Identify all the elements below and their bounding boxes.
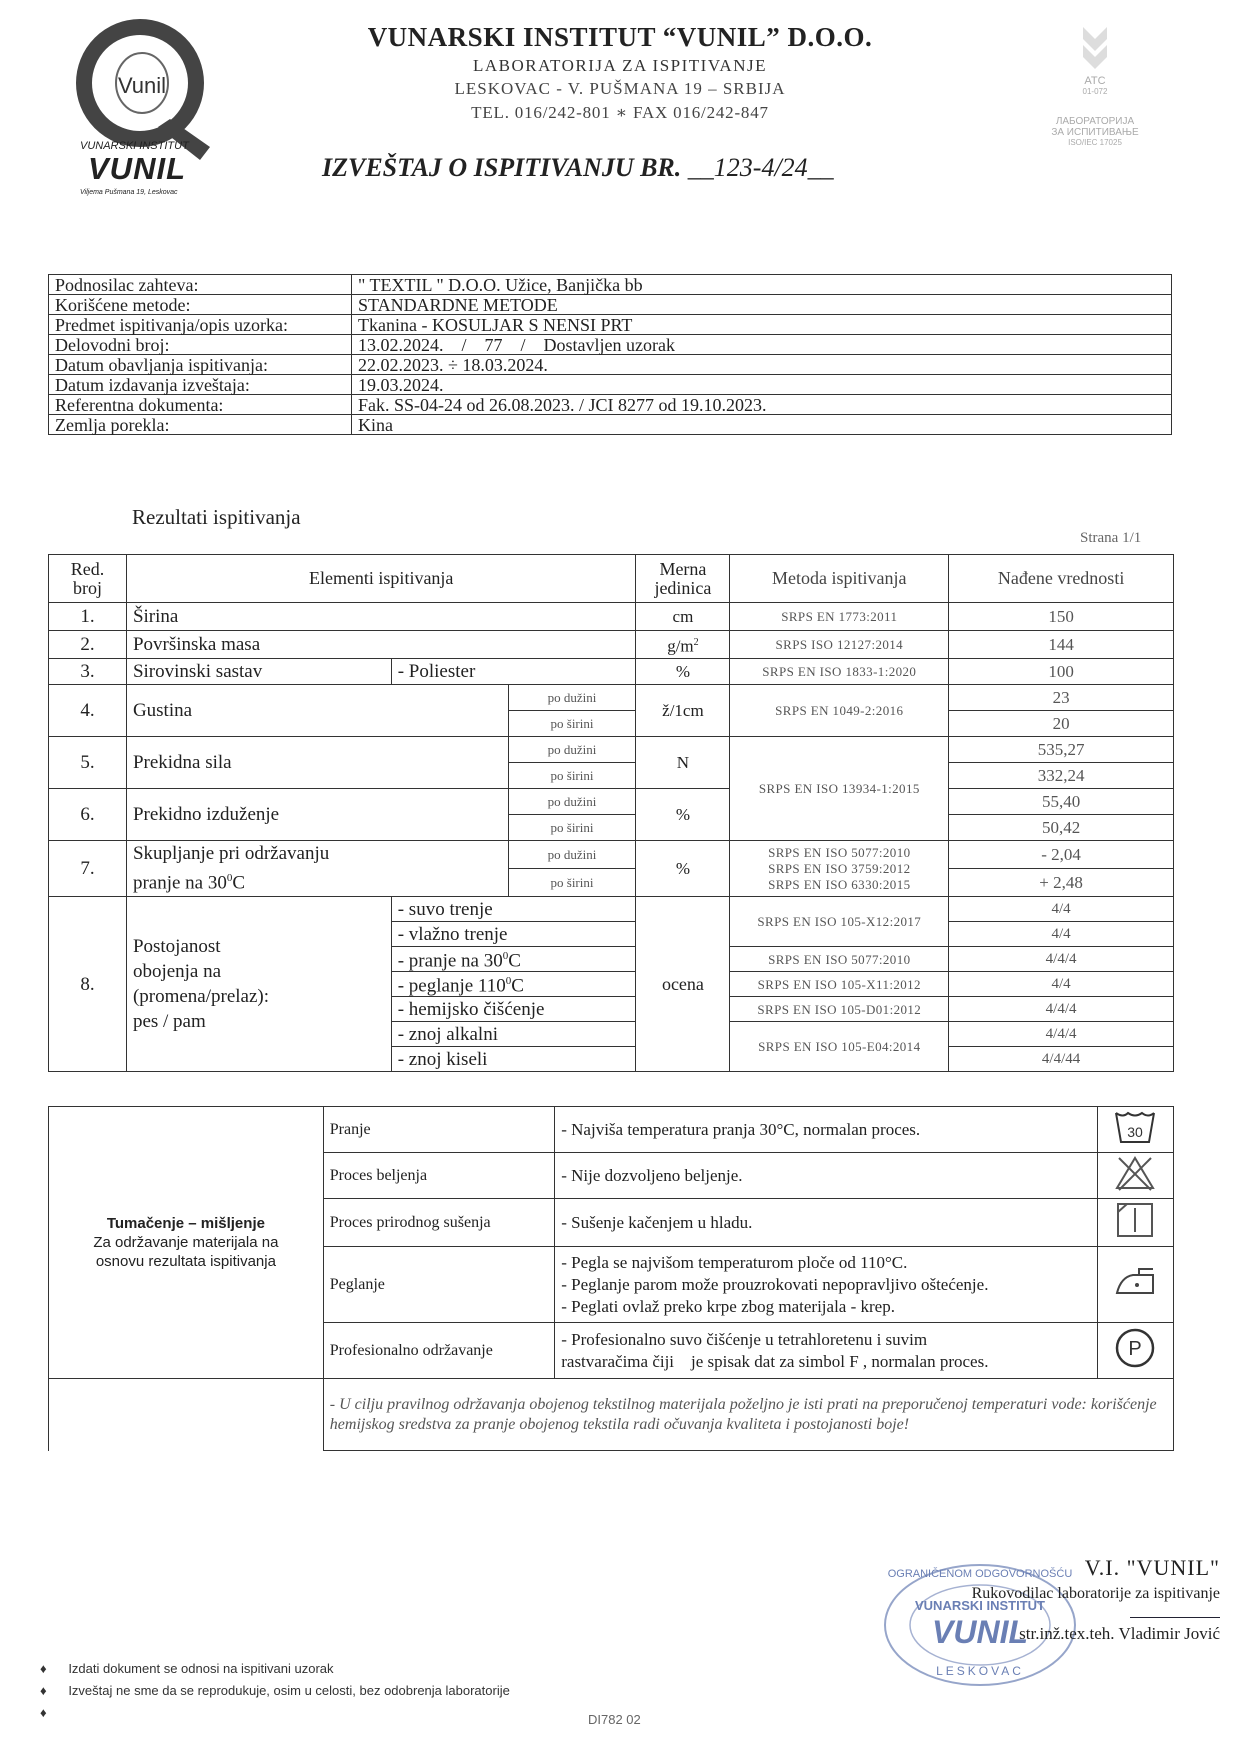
row-no: 7. [49,841,127,897]
signature-name: str.inž.tex.teh. Vladimir Jović [1019,1624,1220,1643]
care-text: - Najviša temperatura pranja 30°C, normalan proces. [555,1107,1097,1153]
fastness-item: - suvo trenje [391,897,636,922]
care-label: Proces beljenja [323,1153,554,1199]
row-unit: % [636,659,730,685]
table-row [49,631,1174,659]
info-label: Korišćene metode: [49,295,352,315]
no-bleach-icon [1097,1153,1173,1199]
info-value: Fak. SS-04-24 od 26.08.2023. / JCI 8277 od 19.10.2023. [352,395,1172,415]
care-text [555,1323,1097,1379]
stamp-mid-text: VUNARSKI INSTITUT [915,1598,1045,1613]
footer-note [40,1702,510,1724]
method-line: SRPS EN ISO 3759:2012 [768,860,911,876]
care-label: Peglanje [323,1247,554,1323]
info-label: Datum izdavanja izveštaja: [49,375,352,395]
row-value-warp: 55,40 [949,789,1174,815]
results-table [48,554,1174,1072]
stamp-top-text: OGRANIČENOM ODGOVORNOŠĆU [887,1568,1073,1580]
row-value-warp: - 2,04 [949,841,1174,869]
row-value-weft: 50,42 [949,815,1174,841]
info-label: Zemlja porekla: [49,415,352,435]
info-value: 19.03.2024. [352,375,1172,395]
row-method: SRPS EN ISO 105-E04:2014 [730,1022,949,1072]
logo-address: Viljema Pušmana 19, Leskovac [80,189,178,196]
info-row [49,355,1172,375]
info-row [49,375,1172,395]
sub-label-warp: po dužini [508,737,636,763]
care-text-line: - Peglanje parom može prouzrokovati nepopravljivo oštećenje. [561,1274,989,1294]
row-unit: % [636,841,730,897]
footer-note [40,1680,510,1702]
info-value: 22.02.2023. ÷ 18.03.2024. [352,355,1172,375]
dry-clean-p-icon [1097,1323,1173,1379]
page-number: Strana 1/1 [1080,530,1142,546]
row-unit: N [636,737,730,789]
signature-block [887,1555,1220,1644]
item-text: - peglanje 110 [397,975,506,997]
request-info-table [48,274,1172,435]
fastness-value: 4/4/4 [949,997,1174,1022]
sub-label-weft: po širini [508,869,636,897]
row-element-detail: - Poliester [391,659,636,685]
item-end: C [508,950,521,972]
wash-30-icon [1097,1107,1173,1153]
bullet-icon: ♦ [40,1683,69,1698]
col-header-element: Elementi ispitivanja [126,555,636,603]
footer-note-text: Izdati dokument se odnosi na ispitivani uzorak [68,1661,334,1676]
row-unit: ž/1cm [636,685,730,737]
spacer-cell [49,1379,324,1451]
care-text-line: - Profesionalno suvo čišćenje u tetrahloretenu i suvim [561,1329,928,1349]
row-value-weft: 20 [949,711,1174,737]
fastness-value: 4/4 [949,922,1174,947]
footer-note-text: Izveštaj ne sme da se reprodukuje, osim u celosti, bez odobrenja laboratorije [68,1683,510,1698]
row-method: SRPS EN 1773:2011 [730,603,949,631]
fastness-item: - znoj kiseli [391,1047,636,1072]
row-element-line: pes / pam [132,1011,206,1032]
row-no: 6. [49,789,127,841]
row-element-line1: Skupljanje pri održavanju [132,842,330,864]
stamp-word: VUNIL [932,1614,1028,1650]
row-value-weft: + 2,48 [949,869,1174,897]
row-element [126,897,391,1072]
atc-line1: ЛАБОРАТОРИЈА [1055,116,1135,127]
sub-label-weft: po širini [508,815,636,841]
atc-emblem-icon [1075,25,1115,70]
info-label: Referentna dokumenta: [49,395,352,415]
fastness-value: 4/4/44 [949,1047,1174,1072]
line-dry-shade-icon [1097,1199,1173,1247]
care-text [555,1247,1097,1323]
bullet-icon: ♦ [40,1705,69,1720]
care-label: Profesionalno održavanje [323,1323,554,1379]
col-header-method: Metoda ispitivanja [730,555,949,603]
table-header-row [49,555,1174,603]
bullet-icon: ♦ [40,1661,69,1676]
institute-phone: TEL. 016/242-801 ∗ FAX 016/242-847 [471,103,769,122]
footer-notes [40,1658,510,1724]
care-text-line: rastvaračima čiji je spisak dat za simbol F , normalan proces. [561,1351,989,1371]
table-row [49,737,1174,763]
line2-end: C [232,872,246,894]
fastness-item: - vlažno trenje [391,922,636,947]
row-value: 144 [949,631,1174,659]
report-heading [322,153,834,183]
info-value: STANDARDNE METODE [352,295,1172,315]
row-no: 2. [49,631,127,659]
logo-wordmark: VUNIL [88,151,186,186]
info-label: Delovodni broj: [49,335,352,355]
interpretation-title: Tumačenje – mišljenje [106,1215,265,1232]
item-end: C [511,975,524,997]
row-method: SRPS EN 1049-2:2016 [730,685,949,737]
row-value: 150 [949,603,1174,631]
row-element: Prekidna sila [126,737,508,789]
unit-sup: 2 [693,637,699,649]
fastness-value: 4/4 [949,972,1174,997]
row-element: Gustina [126,685,508,737]
row-no: 3. [49,659,127,685]
line2-text: pranje na 30 [132,872,227,894]
row-element: Sirovinski sastav [126,659,391,685]
info-value: Tkanina - KOSULJAR S NENSI PRT [352,315,1172,335]
care-label: Pranje [323,1107,554,1153]
atc-code: 01-072 [1082,87,1108,96]
info-value: 13.02.2024. / 77 / Dostavljen uzorak [352,335,1172,355]
signature-role: Rukovodilac laboratorije za ispitivanje [971,1585,1220,1602]
institute-title: VUNARSKI INSTITUT “VUNIL” D.O.O. [367,22,873,52]
logo [70,15,220,205]
row-unit: cm [636,603,730,631]
dry-clean-letter: P [1128,1338,1142,1360]
info-value: " TEXTIL " D.O.O. Užice, Banjička bb [352,275,1172,295]
method-line: SRPS EN ISO 6330:2015 [768,876,911,892]
care-text: - Nije dozvoljeno beljenje. [555,1153,1097,1199]
info-label: Datum obavljanja ispitivanja: [49,355,352,375]
info-value: Kina [352,415,1172,435]
care-text-line: - Peglati ovlaž preko krpe zbog materijala - krep. [561,1296,895,1316]
table-row [49,685,1174,711]
fastness-value: 4/4/4 [949,1022,1174,1047]
report-number: __123-4/24__ [687,153,834,182]
fastness-value: 4/4 [949,897,1174,922]
sub-label-weft: po širini [508,763,636,789]
row-method: SRPS EN ISO 13934-1:2015 [730,737,949,841]
item-text: - pranje na 30 [397,950,503,972]
institute-address: LESKOVAC - V. PUŠMANA 19 – SRBIJA [454,79,786,98]
atc-line3: ISO/IEC 17025 [1068,138,1122,147]
table-row [49,897,1174,922]
unit-text: g/m [667,636,694,656]
row-unit [636,631,730,659]
table-row [49,659,1174,685]
sub-label-warp: po dužini [508,685,636,711]
row-no: 4. [49,685,127,737]
line2-sup: 0 [226,871,233,884]
col-header-no: Red. broj [49,555,127,603]
row-method [730,841,949,897]
report-label: IZVEŠTAJ O ISPITIVANJU BR. [322,153,682,182]
info-row [49,315,1172,335]
info-row [49,335,1172,355]
atc-accreditation-mark [1035,25,1155,147]
row-element-line2 [133,866,502,895]
sub-label-warp: po dužini [508,789,636,815]
care-instructions-table [48,1106,1174,1451]
row-element-line: obojenja na [132,961,222,982]
row-element-line: Postojanost [132,936,221,957]
info-label: Predmet ispitivanja/opis uzorka: [49,315,352,335]
table-row [49,603,1174,631]
wash-temp: 30 [1127,1124,1144,1140]
row-no: 1. [49,603,127,631]
method-line: SRPS EN ISO 5077:2010 [768,844,911,860]
sub-label-warp: po dužini [508,841,636,869]
item-sup: 0 [505,975,512,988]
fastness-item [391,972,636,997]
care-label: Proces prirodnog sušenja [323,1199,554,1247]
info-row [49,295,1172,315]
footer-note [40,1658,510,1680]
info-row [49,415,1172,435]
row-unit: % [636,789,730,841]
row-method: SRPS EN ISO 105-X12:2017 [730,897,949,947]
row-method: SRPS ISO 12127:2014 [730,631,949,659]
care-note: - U cilju pravilnog održavanja obojenog tekstilnog materijala poželjno je isti prati na preporučenoj temperaturi vode: korišćenje hemijskog sredstva za pranje obojenog tekstila radi očuvanja kvaliteta i postojanosti boje! [323,1379,1173,1451]
care-text-line: - Pegla se najvišom temperaturom ploče od 110°C. [561,1252,908,1272]
interpretation-cell [49,1107,324,1379]
table-row [49,841,1174,869]
atc-label: ATC [1084,75,1106,87]
fastness-item [391,947,636,972]
col-header-value: Nađene vrednosti [949,555,1174,603]
stamp-city: LESKOVAC [936,1664,1024,1678]
row-method: SRPS EN ISO 1833-1:2020 [730,659,949,685]
row-value-warp: 535,27 [949,737,1174,763]
care-text: - Sušenje kačenjem u hladu. [555,1199,1097,1247]
lab-name: LABORATORIJA ZA ISPITIVANJE [473,56,767,75]
col-header-unit: Merna jedinica [636,555,730,603]
info-label: Podnosilac zahteva: [49,275,352,295]
logo-brand: Vunil [117,73,167,98]
signature-org: V.I. "VUNIL" [1084,1555,1220,1580]
row-no: 5. [49,737,127,789]
results-title: Rezultati ispitivanja [132,505,301,529]
row-method: SRPS EN ISO 5077:2010 [730,947,949,972]
atc-line2: ЗА ИСПИТИВАЊЕ [1051,127,1139,138]
form-code: DI782 02 [588,1712,641,1727]
table-row [49,789,1174,815]
row-element: Širina [126,603,636,631]
row-method: SRPS EN ISO 105-X11:2012 [730,972,949,997]
row-value-warp: 23 [949,685,1174,711]
row-element: Prekidno izduženje [126,789,508,841]
care-note-row [49,1379,1174,1451]
row-element [126,841,508,897]
row-value: 100 [949,659,1174,685]
iron-low-icon [1097,1247,1173,1323]
care-row [49,1107,1174,1153]
row-no: 8. [49,897,127,1072]
row-unit: ocena [636,897,730,1072]
fastness-value: 4/4/4 [949,947,1174,972]
fastness-item: - hemijsko čišćenje [391,997,636,1022]
row-element: Površinska masa [126,631,636,659]
sub-label-weft: po širini [508,711,636,737]
row-method: SRPS EN ISO 105-D01:2012 [730,997,949,1022]
signature-line [1130,1617,1220,1618]
logo-org: VUNARSKI INSTITUT [80,140,189,152]
row-value-weft: 332,24 [949,763,1174,789]
info-row [49,275,1172,295]
interpretation-text: Za održavanje materijala na osnovu rezultata ispitivanja [93,1234,279,1270]
info-row [49,395,1172,415]
fastness-item: - znoj alkalni [391,1022,636,1047]
item-sup: 0 [502,950,509,963]
row-element-line: (promena/prelaz): [132,986,270,1007]
